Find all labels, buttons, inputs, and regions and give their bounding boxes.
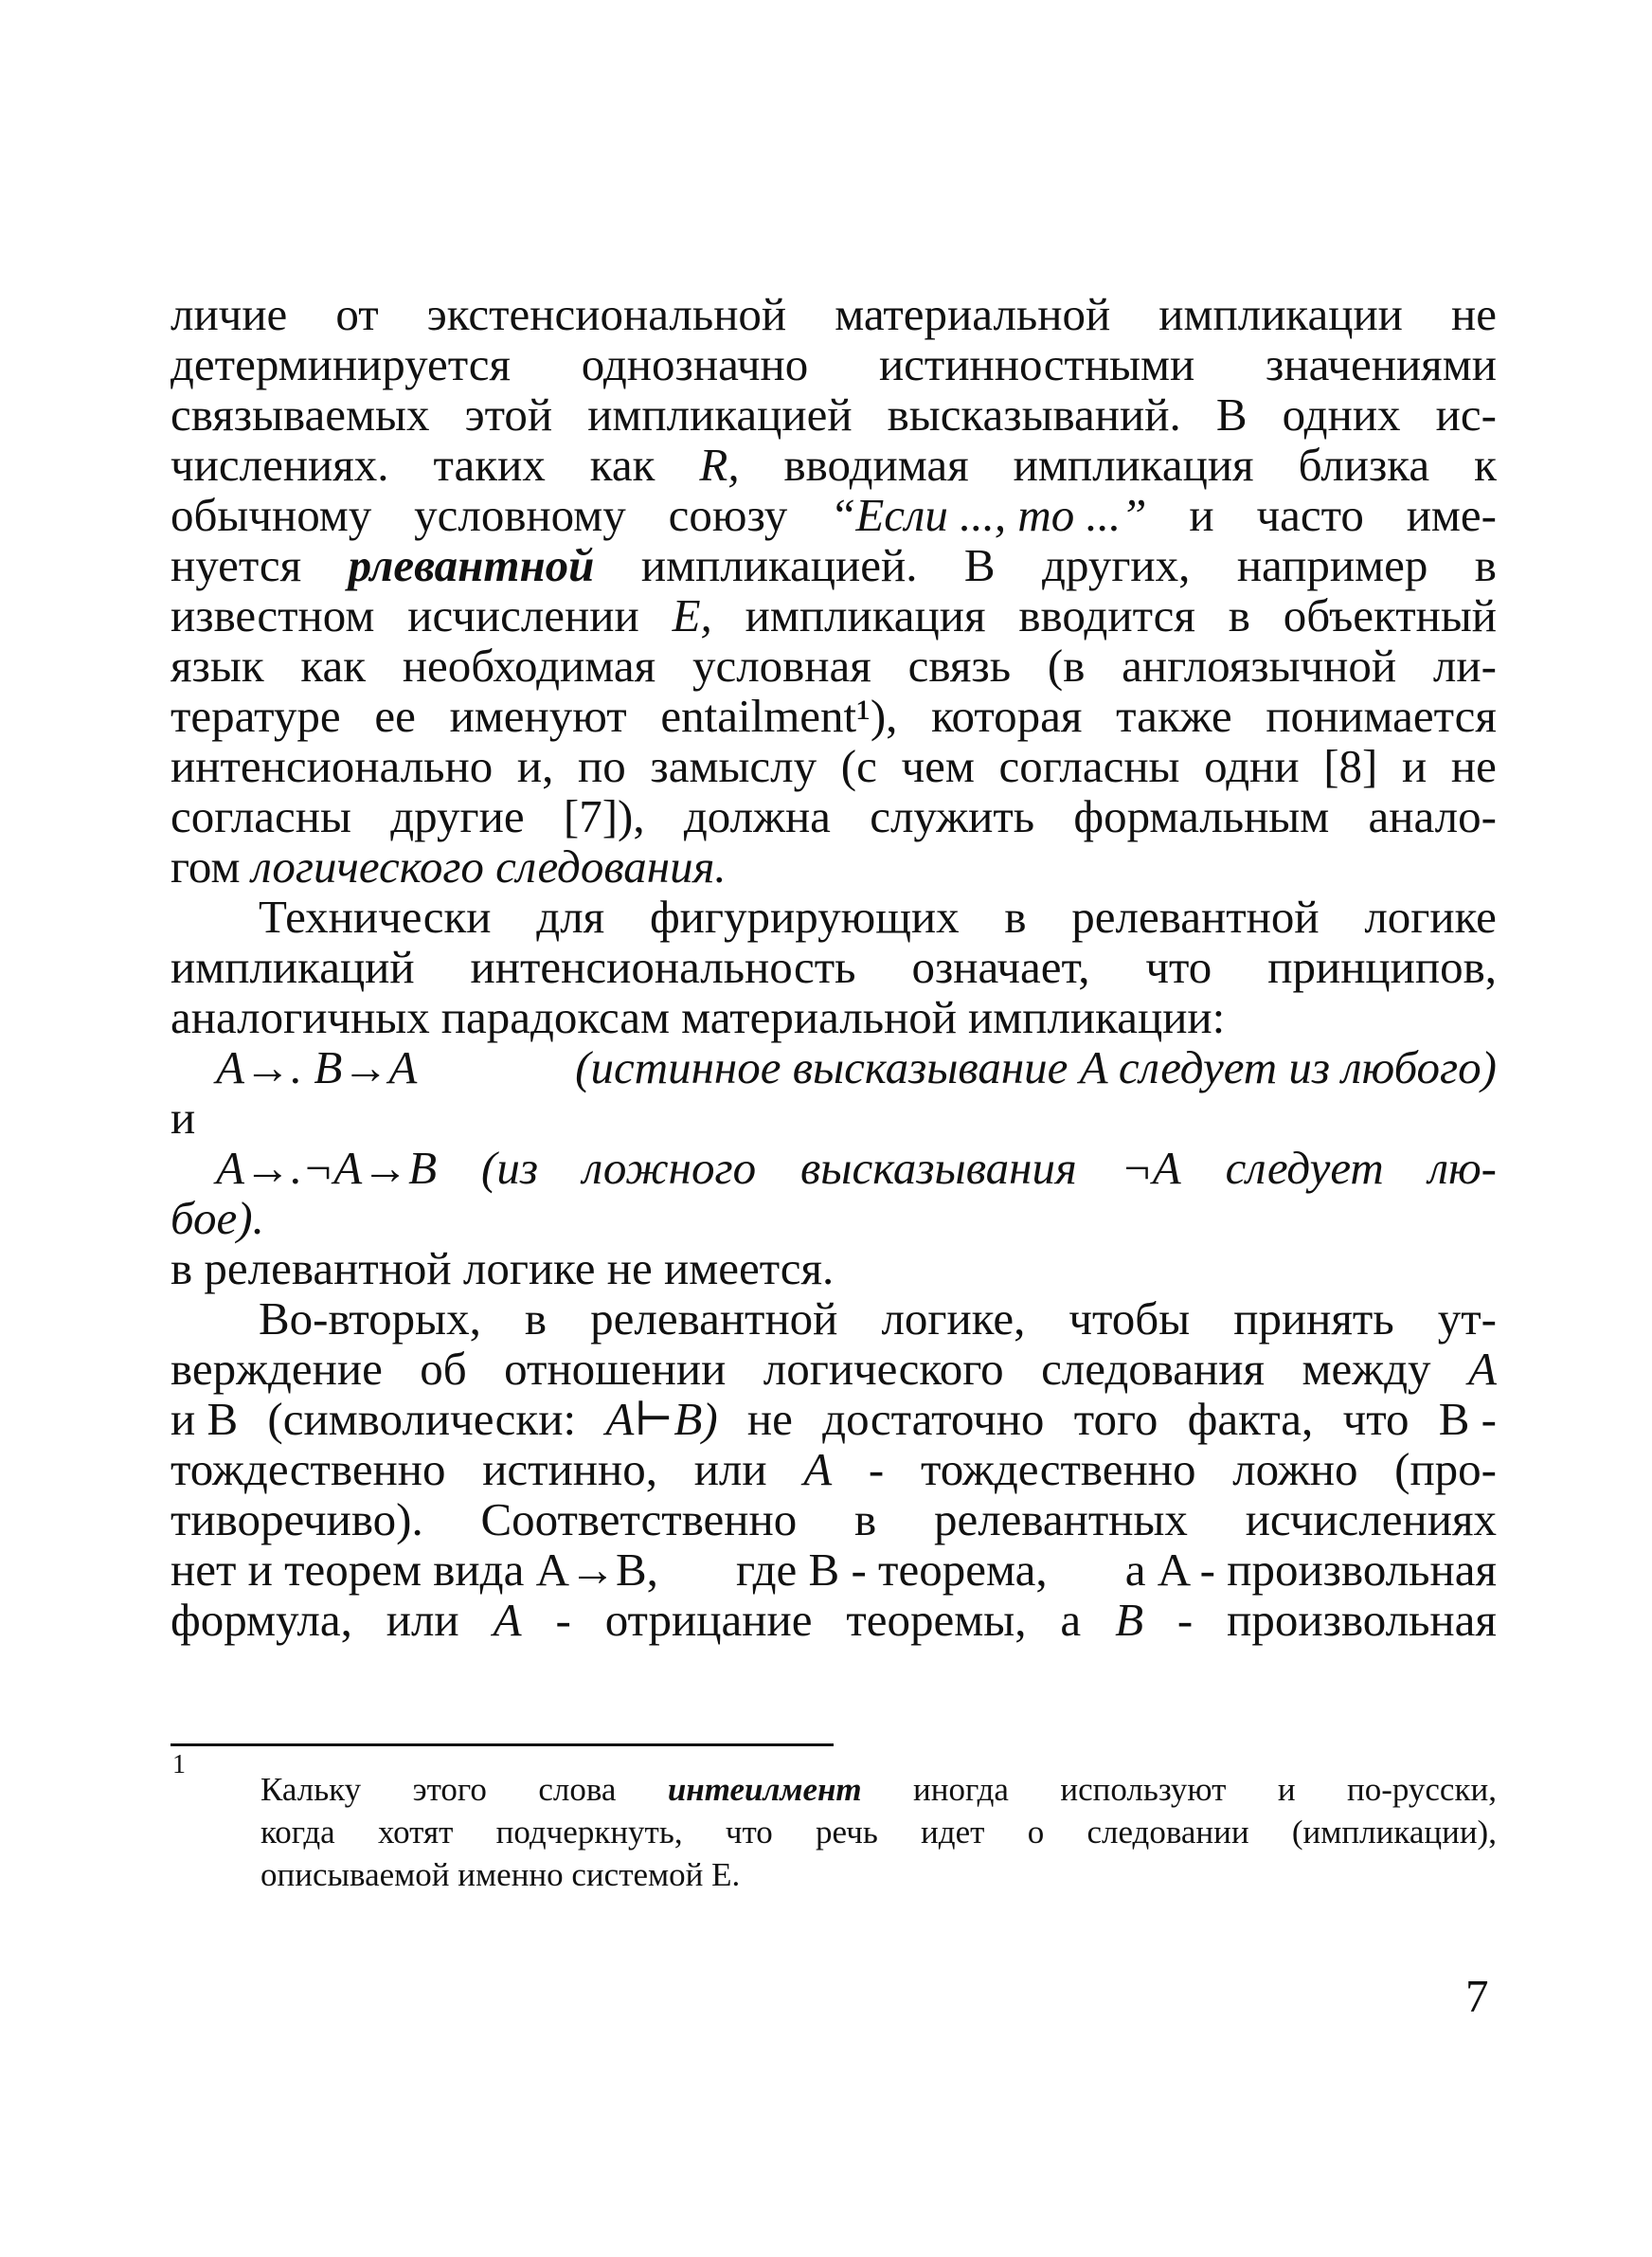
formula-line: A→.¬A→B (из ложного высказывания ¬A следует лю-: [216, 1142, 1497, 1194]
text-line: детерминируется однозначно истинностными значениями: [171, 338, 1497, 390]
formula-line: A→. B→A (истинное высказывание A следует из любого): [216, 1041, 1497, 1093]
paragraph-start-line: Технически для фигурирующих в релевантной логике: [259, 891, 1497, 943]
text-line: числениях. таких как R, вводимая импликация близка к: [171, 439, 1497, 491]
emphasized-term: интеилмент: [667, 1771, 862, 1808]
text-line: тиворечиво). Соответственно в релевантных исчислениях: [171, 1493, 1497, 1545]
text-line: тературе ее именуют entailment¹), которая также понимается: [171, 690, 1497, 742]
text-line: аналогичных парадоксам материальной импликации:: [171, 991, 1226, 1043]
page-number: 7: [1465, 1970, 1489, 2022]
text-line: в релевантной логике не имеется.: [171, 1242, 835, 1294]
text-line: согласны другие [7]), должна служить формальным анало-: [171, 790, 1497, 842]
text-line: гом логического следования.: [171, 840, 727, 893]
text-line: нет и теорем вида A→B, где B - теорема, а A - произвольная: [171, 1544, 1497, 1596]
footnote: [260, 1768, 1497, 1896]
text-line: обычному условному союзу “Если ..., то ...” и часто име-: [171, 489, 1497, 541]
paragraph-start-line: Во-вторых, в релевантной логике, чтобы принять ут-: [259, 1292, 1497, 1345]
text-line: интенсионально и, по замыслу (с чем согласны одни [8] и не: [171, 740, 1497, 792]
text-line: и: [171, 1092, 196, 1144]
emphasized-term: рлевантной: [348, 539, 595, 591]
text-line: формула, или A - отрицание теоремы, а B - произвольная: [171, 1594, 1497, 1646]
text-line: и B (символически: A⊢B) не достаточно того факта, что B -: [171, 1393, 1497, 1445]
text-line: известном исчислении E, импликация вводится в объектный: [171, 589, 1497, 641]
footnote-line: Кальку этого слова интеилмент иногда используют и по-русски,: [260, 1768, 1497, 1811]
footnote-marker: 1: [172, 1750, 186, 1779]
text-line: тождественно истинно, или A - тождественно ложно (про-: [171, 1443, 1497, 1495]
text-line: язык как необходимая условная связь (в англоязычной ли-: [171, 640, 1497, 692]
text-line: связываемых этой импликацией высказываний. В одних ис-: [171, 388, 1497, 441]
text-line: бое).: [171, 1192, 264, 1244]
text-line: импликаций интенсиональность означает, что принципов,: [171, 941, 1497, 993]
body-text: [171, 289, 1497, 1645]
footnote-line: описываемой именно системой E.: [260, 1856, 741, 1893]
footnote-line: когда хотят подчеркнуть, что речь идет о следовании (импликации),: [260, 1814, 1497, 1851]
emphasized-term: логического следования.: [251, 840, 727, 893]
text-line: верждение об отношении логического следования между A: [171, 1343, 1497, 1395]
text-line: нуется рлевантной импликацией. В других, например в: [171, 539, 1497, 591]
footnote-separator: [171, 1743, 834, 1746]
text-line: личие от экстенсиональной материальной импликации не: [171, 288, 1497, 340]
